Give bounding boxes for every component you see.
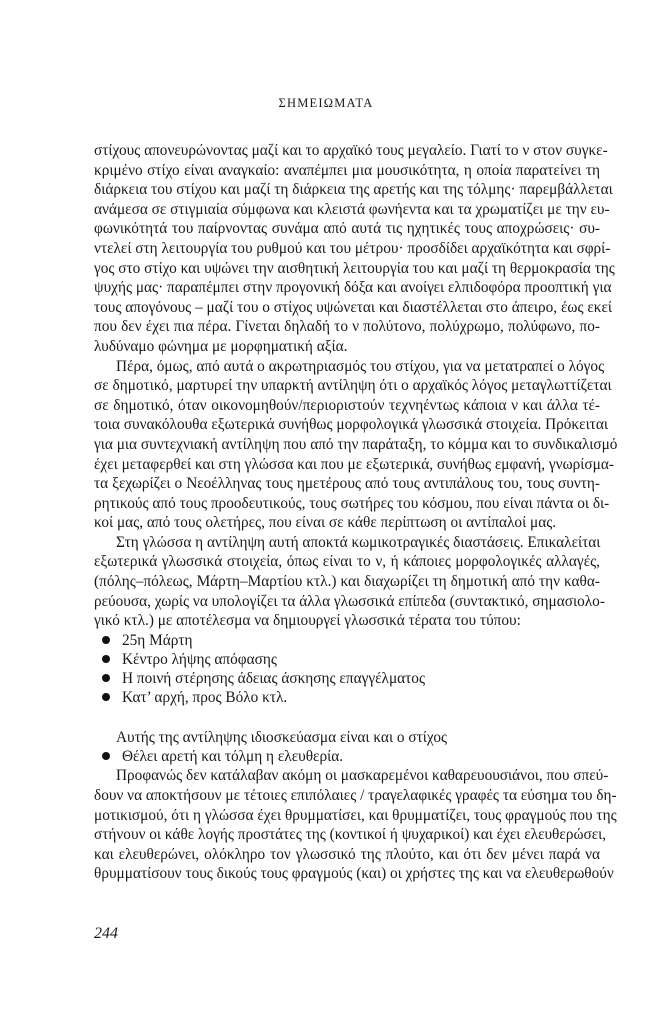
bullet-icon xyxy=(102,674,110,682)
blank-line xyxy=(94,708,600,728)
bullet-list xyxy=(94,631,600,708)
text-line: λυδύναμο φώνημα με μορφηματική αξία. xyxy=(94,337,348,355)
bullet-icon xyxy=(102,752,110,760)
text-line: στίχους απονευρώνοντας μαζί και το αρχαϊκό τους μεγαλείο. Γιατί το ν στον συγκε- xyxy=(94,142,608,159)
text-line: εξωτερικά γλωσσικά στοιχεία, όπως είναι το ν, ή κάποιες μορφολογικές αλλαγές, xyxy=(94,553,600,571)
text-line: και ελευθερώνει, ολόκληρο τον γλωσσικό της πλούτο, και ότι δεν μένει παρά να xyxy=(94,845,600,863)
paragraph xyxy=(94,766,617,884)
list-item xyxy=(94,747,600,766)
list-item xyxy=(94,669,600,688)
text-line: δουν να αποκτήσουν με τέτοιες επιπόλαιες / τραγελαφικές γραφές τα εύσημα του δη- xyxy=(94,786,617,804)
text-line: Αυτής της αντίληψης ιδιοσκεύασμα είναι και ο στίχος xyxy=(116,728,448,746)
list-item xyxy=(94,631,600,650)
bullet-icon xyxy=(102,655,110,663)
running-head: ΣΗΜΕΙΩΜΑΤΑ xyxy=(278,96,374,110)
paragraph xyxy=(94,141,615,357)
text-line: Προφανώς δεν κατάλαβαν ακόμη οι μασκαρεμένοι καθαρευουσιάνοι, που σπεύ- xyxy=(116,767,609,785)
text-line: ρητικούς από τους προοδευτικούς, τους σωτήρες του κόσμου, που είναι πάντα οι δι- xyxy=(94,494,610,512)
text-line: κριμένο στίχο είναι αναγκαίο: αναπέμπει μια μουσικότητα, η οποία παρατείνει τη xyxy=(94,161,600,179)
text-line: τα ξεχωρίζει ο Νεοέλληνας τους ημετέρους από τους αντιπάλους του, τους συντη- xyxy=(94,475,600,493)
text-line: ψυχής μας· παραπέμπει στην προγονική δόξα και ανοίγει ελπιδοφόρα προοπτική για xyxy=(94,279,612,297)
text-line: θρυμματίσουν τους δικούς τους φραγμούς (και) οι χρήστες της και να ελευθερωθούν xyxy=(94,865,614,883)
list-item-text: Θέλει αρετή και τόλμη η ελευθερία. xyxy=(122,748,344,766)
bullet-icon xyxy=(102,693,110,701)
list-item-text: Κέντρο λήψης απόφασης xyxy=(122,651,277,669)
text-line: σε δημοτικό, μαρτυρεί την υπαρκτή αντίληψη ότι ο αρχαϊκός λόγος μεταγλωττίζεται xyxy=(94,377,612,395)
text-line: ντελεί στη λειτουργία του ρυθμού και του μέτρου· προσδίδει αρχαϊκότητα και σφρί- xyxy=(94,239,611,257)
text-line: Πέρα, όμως, από αυτά ο ακρωτηριασμός του στίχου, για να μετατραπεί ο λόγος xyxy=(116,357,605,375)
text-line: ρεύουσα, χωρίς να υπολογίζει τα άλλα γλωσσικά επίπεδα (συντακτικό, σημασιολο- xyxy=(94,592,605,610)
list-item-text: Η ποινή στέρησης άδειας άσκησης επαγγέλματος xyxy=(122,670,426,688)
text-line: μοτικισμού, ότι η γλώσσα έχει θρυμματίσει, και θρυμματίζει, τους φραγμούς που της xyxy=(94,806,617,824)
text-line: διάρκεια του στίχου και μαζί τη διάρκεια της αρετής και της τόλμης· παρεμβάλλεται xyxy=(94,181,613,199)
text-line: στήνουν οι κάθε λογής προστάτες της (κοντικοί ή ψυχαρικοί) και έχει ελευθερώσει, xyxy=(94,826,607,844)
bullet-list xyxy=(94,747,600,766)
list-item-text: 25η Μάρτη xyxy=(122,631,193,649)
text-line: τους απογόνους – μαζί του ο στίχος υψώνεται και διαστέλλεται στο άπειρο, έως εκεί xyxy=(94,298,613,316)
text-line: (πόλης–πόλεως, Μάρτη–Μαρτίου κτλ.) και διαχωρίζει τη δημοτική από την καθα- xyxy=(94,573,600,591)
text-line: γικό κτλ.) με αποτέλεσμα να δημιουργεί γλωσσικά τέρατα του τύπου: xyxy=(94,612,521,630)
list-item xyxy=(94,688,600,707)
paragraph xyxy=(94,728,600,748)
text-line: Στη γλώσσα η αντίληψη αυτή αποκτά κωμικοτραγικές διαστάσεις. Επικαλείται xyxy=(116,533,601,551)
text-line: γος στο στίχο και υψώνει την αισθητική λειτουργία του και μαζί τη θερμοκρασία της xyxy=(94,259,615,277)
paragraph xyxy=(94,533,605,631)
text-line: που δεν έχει πια πέρα. Γίνεται δηλαδή το ν πολύτονο, πολύχρωμο, πολύφωνο, πο- xyxy=(94,318,600,336)
bullet-icon xyxy=(102,636,110,644)
page-body xyxy=(94,141,618,884)
text-line: έχει μεταφερθεί και στη γλώσσα και που με εξωτερικά, συνήθως εμφανή, γνωρίσμα- xyxy=(94,455,614,473)
text-line: για μια συντεχνιακή αντίληψη που από την παράταξη, το κόμμα και το συνδικαλισμό xyxy=(94,435,618,453)
text-line: φωνικότητά του παίρνοντας συνάμα από αυτά τις ηχητικές τους αποχρώσεις· συ- xyxy=(94,220,600,238)
page-number: 244 xyxy=(94,925,118,942)
list-item xyxy=(94,650,600,669)
paragraph xyxy=(94,357,618,533)
text-line: κοί μας, από τους ολετήρες, που είναι σε κάθε περίπτωση οι αντίπαλοί μας. xyxy=(94,514,557,532)
text-line: σε δημοτικό, όταν οικονομηθούν/περιοριστούν τεχνηέντως κάποια ν και άλλα τέ- xyxy=(94,396,600,414)
text-line: ανάμεσα σε στιγμιαία σύμφωνα και κλειστά φωνήεντα και τα χρωματίζει με την ευ- xyxy=(94,200,610,218)
list-item-text: Κατ’ αρχή, προς Βόλο κτλ. xyxy=(122,689,288,707)
text-line: τοια συνακόλουθα εξωτερικά συνήθως μορφολογικά γλωσσικά στοιχεία. Πρόκειται xyxy=(94,416,608,434)
